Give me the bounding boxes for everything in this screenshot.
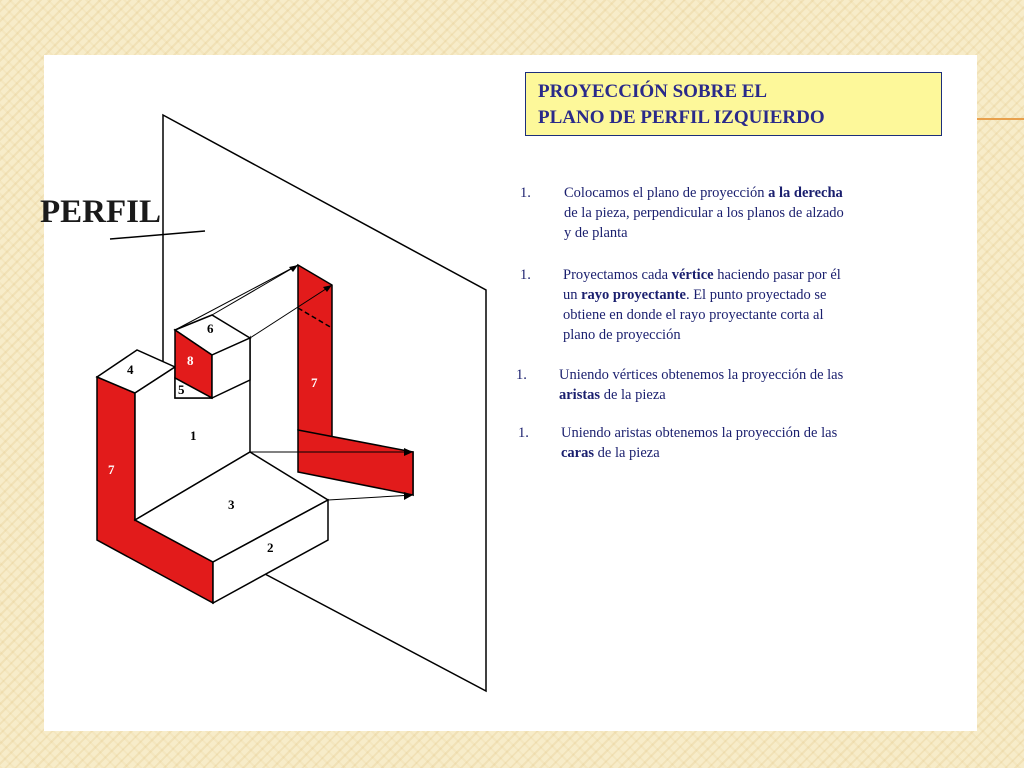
- label-7-left: 7: [108, 462, 115, 477]
- step-text: obtiene en donde el rayo proyectante corta al: [563, 307, 824, 323]
- step-bold-text: rayo proyectante: [581, 287, 686, 303]
- step-text: Colocamos el plano de proyección: [564, 185, 769, 201]
- step-number: 1.: [516, 367, 527, 383]
- step-text: un: [563, 287, 582, 303]
- label-3: 3: [228, 497, 235, 512]
- label-6: 6: [207, 321, 214, 336]
- label-7-projection: 7: [311, 375, 318, 390]
- step-text: Uniendo vértices obtenemos la proyección de las: [559, 367, 844, 383]
- step-text: y de planta: [564, 225, 628, 241]
- step-text: . El punto proyectado se: [685, 287, 827, 303]
- title-line-1: PROYECCIÓN SOBRE EL: [538, 81, 768, 102]
- label-8: 8: [187, 353, 194, 368]
- title-line-2: PLANO DE PERFIL IZQUIERDO: [538, 107, 825, 128]
- step-text: de la pieza, perpendicular a los planos de alzado: [564, 205, 844, 221]
- step-text: plano de proyección: [563, 327, 681, 343]
- step-bold-text: caras: [561, 445, 595, 461]
- accent-line: [977, 118, 1024, 120]
- plane-label: PERFIL: [40, 194, 162, 230]
- label-1: 1: [190, 428, 197, 443]
- step-number: 1.: [520, 185, 531, 201]
- step-bold-text: vértice: [671, 267, 714, 283]
- projected-face-base: [298, 430, 413, 495]
- label-5: 5: [178, 382, 185, 397]
- projected-face-vertical: [298, 265, 332, 450]
- step-bold-text: a la derecha: [768, 185, 843, 201]
- title-box: [525, 72, 942, 136]
- step-number: 1.: [520, 267, 531, 283]
- label-4: 4: [127, 362, 134, 377]
- step-text: Proyectamos cada: [563, 267, 672, 283]
- isometric-projection-diagram: [0, 0, 520, 740]
- step-text: Uniendo aristas obtenemos la proyección de las: [561, 425, 838, 441]
- plane-label-underline: [110, 231, 205, 239]
- step-text: de la pieza: [600, 387, 666, 403]
- step-text: haciendo pasar por él: [713, 267, 841, 283]
- label-2: 2: [267, 540, 274, 555]
- step-number: 1.: [518, 425, 529, 441]
- step-bold-text: aristas: [559, 387, 601, 403]
- step-text: de la pieza: [594, 445, 660, 461]
